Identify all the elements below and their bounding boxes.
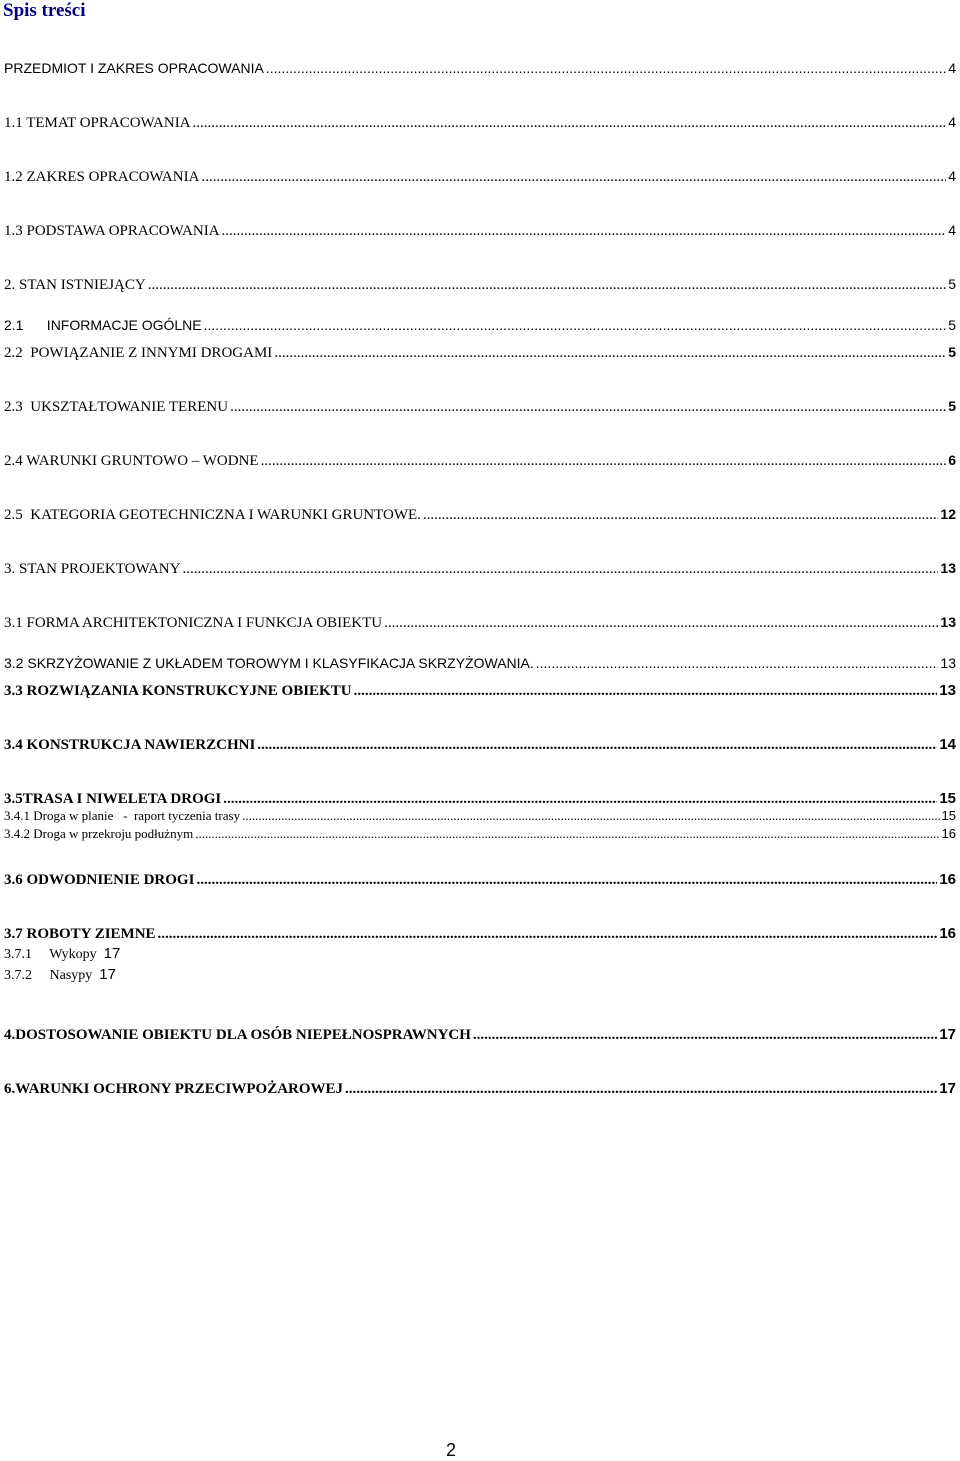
toc-entry[interactable] — [4, 682, 956, 700]
toc-entry-label: 3.2 SKRZYŻOWANIE Z UKŁADEM TOROWYM I KLASYFIKACJA SKRZYŻOWANIA. — [4, 655, 534, 671]
toc-leader-dots — [261, 453, 947, 470]
toc-entry-label: 2.5 KATEGORIA GEOTECHNICZNA I WARUNKI GRUNTOWE. — [4, 507, 421, 523]
page-title: Spis treści — [3, 0, 86, 21]
toc-entry-page: 17 — [103, 945, 121, 962]
toc-entry[interactable] — [4, 398, 956, 416]
toc-entry-page: 16 — [939, 925, 956, 942]
toc-leader-dots — [222, 223, 947, 240]
toc-leader-dots — [274, 345, 946, 362]
toc-entry[interactable] — [4, 790, 956, 808]
toc-entry-page: 17 — [99, 966, 116, 983]
toc-entry-label: 3.1 FORMA ARCHITEKTONICZNA I FUNKCJA OBIEKTU — [4, 615, 383, 631]
toc-entry-label: 2.4 WARUNKI GRUNTOWO – WODNE — [4, 453, 259, 469]
toc-entry-page: 12 — [940, 506, 956, 522]
toc-entry[interactable] — [4, 506, 956, 524]
toc-entry[interactable] — [4, 60, 956, 76]
toc-entry-label: 3.4.2 Droga w przekroju podłużnym — [4, 826, 194, 841]
toc-entry[interactable] — [4, 1080, 956, 1098]
toc-entry[interactable] — [4, 276, 956, 294]
toc-entry-label: 2. STAN ISTNIEJĄCY — [4, 277, 146, 293]
toc-entry-page: 5 — [948, 276, 956, 292]
toc-leader-dots — [354, 683, 938, 700]
toc-entry-label: PRZEDMIOT I ZAKRES OPRACOWANIA — [4, 60, 264, 76]
toc-entry-label: 4.DOSTOSOWANIE OBIEKTU DLA OSÓB NIEPEŁNOSPRAWNYCH — [4, 1027, 471, 1043]
toc-entry-label: 3.6 ODWODNIENIE DROGI — [4, 872, 195, 888]
toc-entry[interactable] — [4, 808, 956, 824]
toc-entry-page: 13 — [940, 560, 956, 576]
toc-entry-page: 17 — [939, 1026, 956, 1043]
toc-entry-page: 6 — [948, 452, 956, 468]
toc-leader-dots — [196, 872, 937, 889]
toc-entry[interactable] — [4, 344, 956, 362]
toc-entry-page: 17 — [939, 1080, 956, 1097]
toc-leader-dots — [182, 561, 938, 578]
toc-entry-label: 1.2 ZAKRES OPRACOWANIA — [4, 169, 200, 185]
toc-entry[interactable] — [4, 317, 956, 333]
toc-entry-label: 3. STAN PROJEKTOWANY — [4, 561, 181, 577]
toc-entry-label: 3.7 ROBOTY ZIEMNE — [4, 926, 156, 942]
toc-entry-label: 6.WARUNKI OCHRONY PRZECIWPOŻAROWEJ — [4, 1081, 344, 1097]
toc-entry-label: 3.4.1 Droga w planie - raport tyczenia trasy — [4, 808, 241, 823]
toc-entry-label: 1.3 PODSTAWA OPRACOWANIA — [4, 223, 220, 239]
toc-leader-dots — [266, 60, 946, 76]
page-number: 2 — [446, 1440, 457, 1460]
toc-entry[interactable] — [4, 222, 956, 240]
toc-leader-dots — [536, 655, 939, 671]
toc-leader-dots — [148, 277, 946, 294]
toc-entry-label: 2.1 INFORMACJE OGÓLNE — [4, 317, 202, 333]
toc-leader-dots — [242, 808, 939, 824]
toc-leader-dots — [193, 115, 947, 132]
toc-entry[interactable] — [4, 452, 956, 470]
toc-entry[interactable] — [4, 560, 956, 578]
toc-entry-page: 4 — [948, 60, 956, 76]
toc-entry[interactable] — [4, 945, 120, 963]
toc-entry-page: 13 — [940, 655, 956, 671]
toc-entry-page: 5 — [948, 317, 956, 333]
toc-entry-label: 3.7.2 Nasypy — [4, 968, 93, 983]
toc-entry-page: 4 — [948, 168, 956, 184]
toc-leader-dots — [195, 826, 939, 842]
toc-entry[interactable] — [4, 168, 956, 186]
toc-entry-label: 3.7.1 Wykopy — [4, 947, 97, 962]
toc-leader-dots — [257, 737, 937, 754]
toc-entry[interactable] — [4, 1026, 956, 1044]
toc-entry-page: 15 — [939, 790, 956, 807]
toc-entry-page: 13 — [940, 614, 956, 630]
toc-entry-label: 3.5TRASA I NIWELETA DROGI — [4, 791, 222, 807]
toc-entry-page: 4 — [948, 114, 956, 130]
toc-entry[interactable] — [4, 925, 956, 943]
toc-entry[interactable] — [4, 614, 956, 632]
toc-leader-dots — [423, 507, 939, 524]
toc-entry[interactable] — [4, 655, 956, 671]
toc-leader-dots — [230, 399, 946, 416]
toc-entry-label: 1.1 TEMAT OPRACOWANIA — [4, 115, 191, 131]
toc-leader-dots — [345, 1081, 937, 1098]
toc-entry[interactable] — [4, 736, 956, 754]
toc-entry-page: 14 — [939, 736, 956, 753]
toc-leader-dots — [204, 317, 947, 333]
toc-entry-page: 16 — [939, 871, 956, 888]
toc-leader-dots — [158, 926, 938, 943]
toc-leader-dots — [201, 169, 946, 186]
toc-leader-dots — [473, 1027, 937, 1044]
toc-entry-page: 5 — [948, 344, 956, 360]
toc-entry-page: 5 — [948, 398, 956, 414]
toc-entry-label: 2.2 POWIĄZANIE Z INNYMI DROGAMI — [4, 345, 273, 361]
toc-entry[interactable] — [4, 826, 956, 842]
toc-entry-page: 15 — [941, 808, 956, 823]
toc-entry-label: 2.3 UKSZTAŁTOWANIE TERENU — [4, 399, 229, 415]
toc-entry-page: 16 — [941, 826, 956, 841]
toc-entry[interactable] — [4, 114, 956, 132]
toc-entry[interactable] — [4, 966, 116, 984]
toc-entry-label: 3.3 ROZWIĄZANIA KONSTRUKCYJNE OBIEKTU — [4, 683, 352, 699]
toc-entry-page: 4 — [948, 222, 956, 238]
toc-entry[interactable] — [4, 871, 956, 889]
toc-leader-dots — [223, 791, 937, 808]
toc-entry-page: 13 — [939, 682, 956, 699]
toc-entry-label: 3.4 KONSTRUKCJA NAWIERZCHNI — [4, 737, 256, 753]
toc-leader-dots — [384, 615, 938, 632]
